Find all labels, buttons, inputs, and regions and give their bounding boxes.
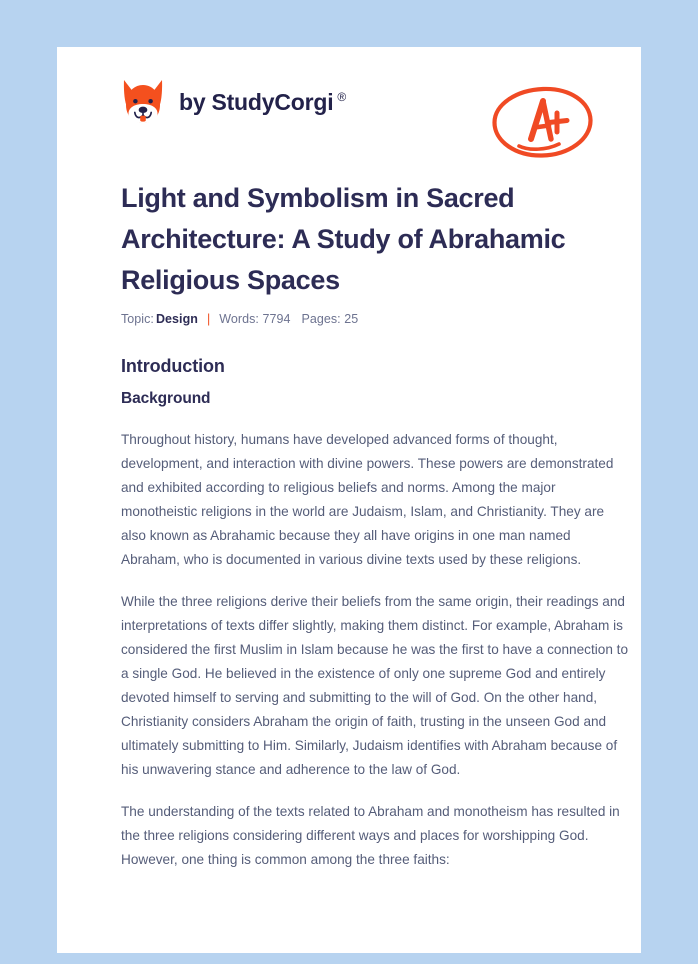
a-plus-grade-badge [491,84,595,160]
corgi-face-icon [121,78,165,126]
meta-separator: | [206,312,211,326]
meta-pages [301,312,358,326]
meta-topic-value[interactable]: Design [155,312,198,326]
studycorgi-brand[interactable] [121,72,346,132]
body-paragraph: While the three religions derive their beliefs from the same origin, their readings and interpretations of texts differ slightly, making them distinct. For example, Abraham is considered the first Muslim in Islam because he was the first to have a connection to a single God. He believed in the existence of only one supreme God and entirely devoted himself to serving and submitting to the will of God. On the other hand, Christianity considers Abraham the origin of faith, trusting in the unseen God and ultimately submitting to Him. Similarly, Judaism identifies with Abraham because of his unwavering stance and adherence to the law of God. [121,594,628,777]
meta-pages-value: 25 [344,312,359,326]
brand-name: StudyCorgi [211,88,334,115]
a-plus-grade-icon [491,84,595,160]
document-meta [121,312,358,326]
section-heading-introduction: Introduction [121,356,225,376]
meta-topic-label: Topic: [121,312,154,326]
meta-pages-label: Pages: [301,312,341,326]
meta-words-value: 7794 [262,312,291,326]
meta-words-label: Words: [219,312,259,326]
meta-words [219,312,290,326]
section-heading-background: Background [121,390,211,407]
document-paper [57,47,641,953]
page-title: Light and Symbolism in Sacred Architecture: A Study of Abrahamic Religious Spaces [121,183,566,295]
document-header [121,72,641,144]
brand-prefix: by [179,88,206,115]
body-paragraph: Throughout history, humans have developed advanced forms of thought, development, and interaction with divine powers. These powers are demonstrated and exhibited according to religious beliefs and norms. Among the major monotheistic religions in the world are Judaism, Islam, and Christianity. They are also known as Abrahamic because they all have origins in one man named Abraham, who is documented in various divine texts used by these religions. [121,432,614,567]
brand-wordmark [179,89,346,116]
body-paragraph: The understanding of the texts related to Abraham and monotheism has resulted in the three religions considering different ways and places for worshipping God. However, one thing is common among the three faiths: [121,804,620,867]
document-body [121,354,631,872]
registered-trademark-icon: ® [337,89,347,104]
